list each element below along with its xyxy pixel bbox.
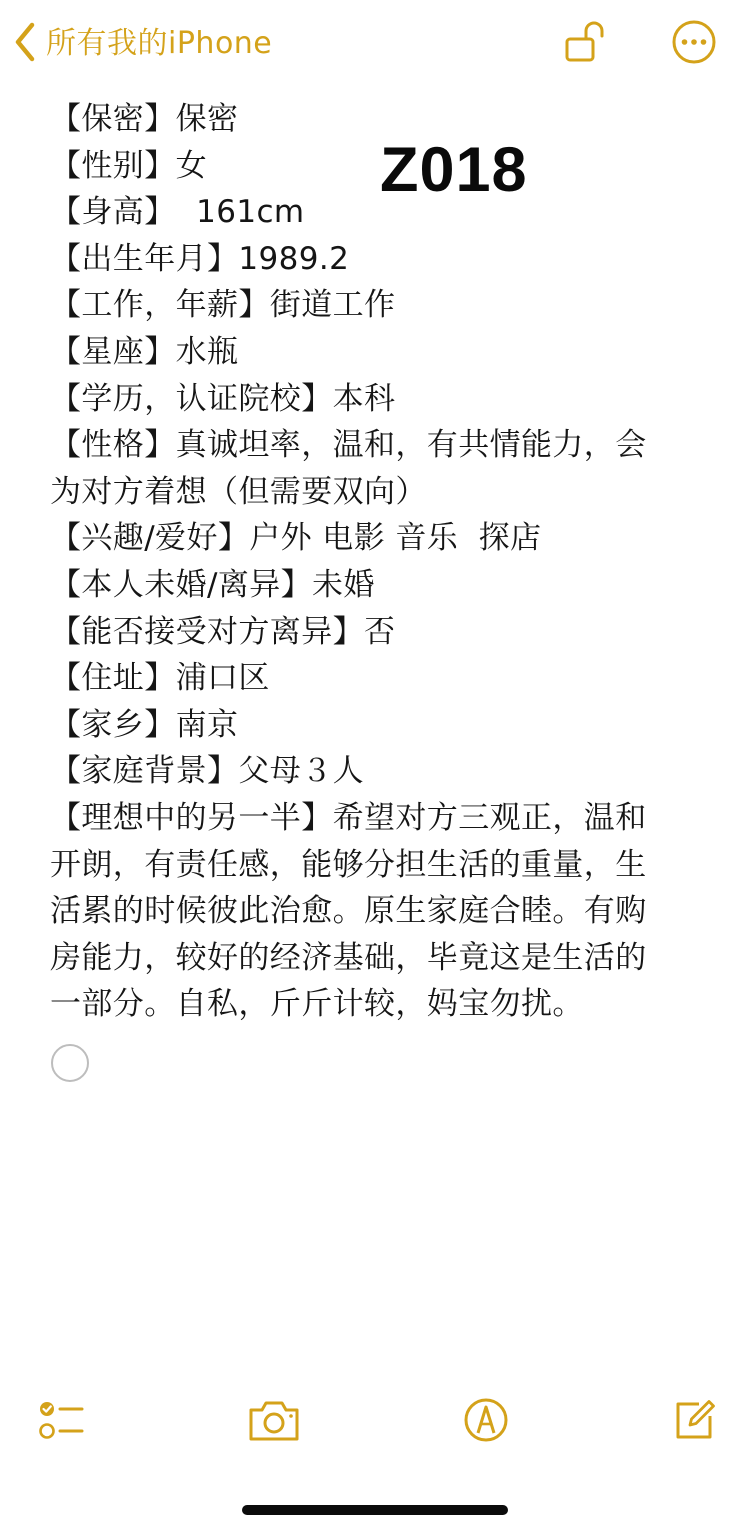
note-line: 【家乡】南京 [50, 706, 239, 743]
note-line: 【能否接受对方离异】否 [50, 613, 396, 650]
note-line: 【性格】真诚坦率，温和，有共情能力，会 [50, 427, 647, 464]
back-button[interactable] [14, 22, 272, 66]
note-line: 【理想中的另一半】希望对方三观正，温和 [50, 799, 647, 836]
checklist-icon [34, 1394, 86, 1450]
note-line: 房能力，较好的经济基础，毕竟这是生活的 [50, 939, 647, 976]
note-line: 【身高】 161cm [50, 194, 305, 231]
lock-note-button[interactable] [562, 20, 610, 68]
note-line: 【星座】水瓶 [50, 333, 239, 370]
note-line: 活累的时候彼此治愈。原生家庭合睦。有购 [50, 893, 647, 930]
compose-icon [669, 1395, 719, 1449]
note-line: 【保密】保密 [50, 101, 239, 137]
note-line: 【本人未婚/离异】未婚 [50, 566, 375, 603]
camera-button[interactable] [244, 1392, 304, 1452]
note-line: 【家庭背景】父母３人 [50, 753, 364, 790]
checklist-button[interactable] [30, 1392, 90, 1452]
ellipsis-circle-icon [671, 19, 717, 69]
note-line: 【工作，年薪】街道工作 [50, 287, 396, 324]
navigation-bar [0, 0, 750, 88]
back-button-label: 所有我的iPhone [46, 26, 273, 61]
more-options-button[interactable] [670, 20, 718, 68]
chevron-left-icon [14, 22, 36, 66]
note-line: 一部分。自私，斤斤计较，妈宝勿扰。 [50, 986, 584, 1023]
note-line: 为对方着想（但需要双向） [50, 473, 427, 510]
home-indicator[interactable] [242, 1505, 508, 1515]
note-line: 【住址】浦口区 [50, 660, 270, 697]
note-line: 【兴趣/爱好】户外 电影 音乐 探店 [50, 520, 542, 557]
bottom-toolbar [0, 1392, 750, 1458]
profile-code: Z018 [380, 135, 528, 205]
note-line: 【性别】女 [50, 147, 207, 184]
compose-button[interactable] [664, 1392, 724, 1452]
note-line: 开朗，有责任感，能够分担生活的重量，生 [50, 846, 647, 883]
unlocked-padlock-icon [563, 19, 609, 69]
camera-icon [247, 1397, 301, 1447]
markup-button[interactable] [456, 1392, 516, 1452]
markup-pen-icon [461, 1395, 511, 1449]
note-line: 【学历，认证院校】本科 [50, 380, 396, 417]
empty-circle-checkbox-icon[interactable] [51, 1044, 89, 1082]
note-line: 【出生年月】1989.2 [50, 240, 350, 277]
note-body[interactable] [50, 96, 690, 1028]
